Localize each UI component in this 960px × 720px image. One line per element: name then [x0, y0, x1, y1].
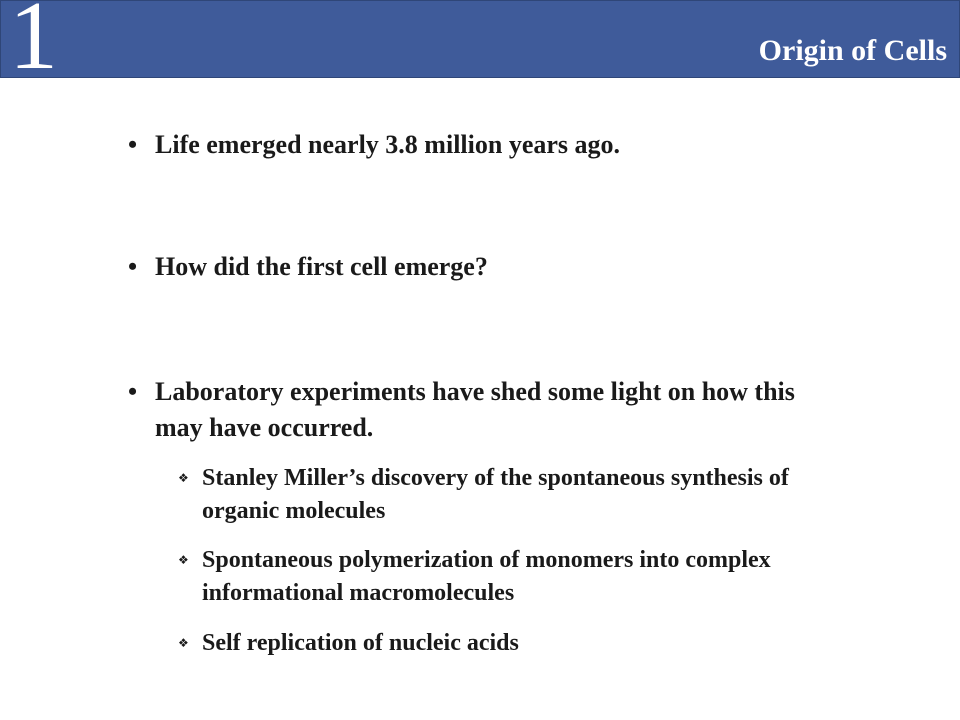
bullet-item-1	[128, 127, 845, 163]
sub-bullet-text: Spontaneous polymerization of monomers into complex informational macromolecules	[202, 547, 771, 606]
diamond-bullet-icon: ❖	[178, 636, 189, 650]
sub-bullet-item-1	[178, 462, 862, 528]
chapter-number: 1	[9, 0, 58, 90]
sub-bullet-item-2	[178, 544, 862, 610]
header-bar	[0, 0, 960, 90]
bullet-marker: •	[128, 252, 138, 281]
slide-title: Origin of Cells	[758, 34, 947, 67]
bullet-item-3	[128, 374, 845, 446]
sub-bullet-text: Stanley Miller’s discovery of the spontaneous synthesis of organic molecules	[202, 465, 789, 524]
bullet-marker: •	[128, 377, 138, 406]
bullet-text: How did the first cell emerge?	[155, 252, 488, 281]
bullet-text: Life emerged nearly 3.8 million years ago.	[155, 130, 621, 159]
sub-bullet-item-3	[178, 627, 862, 660]
diamond-bullet-icon: ❖	[178, 471, 189, 485]
bullet-marker: •	[128, 130, 138, 159]
bullet-item-2	[128, 249, 845, 285]
sub-bullet-text: Self replication of nucleic acids	[202, 630, 519, 656]
diamond-bullet-icon: ❖	[178, 553, 189, 567]
bullet-text: Laboratory experiments have shed some light on how this may have occurred.	[155, 377, 795, 442]
